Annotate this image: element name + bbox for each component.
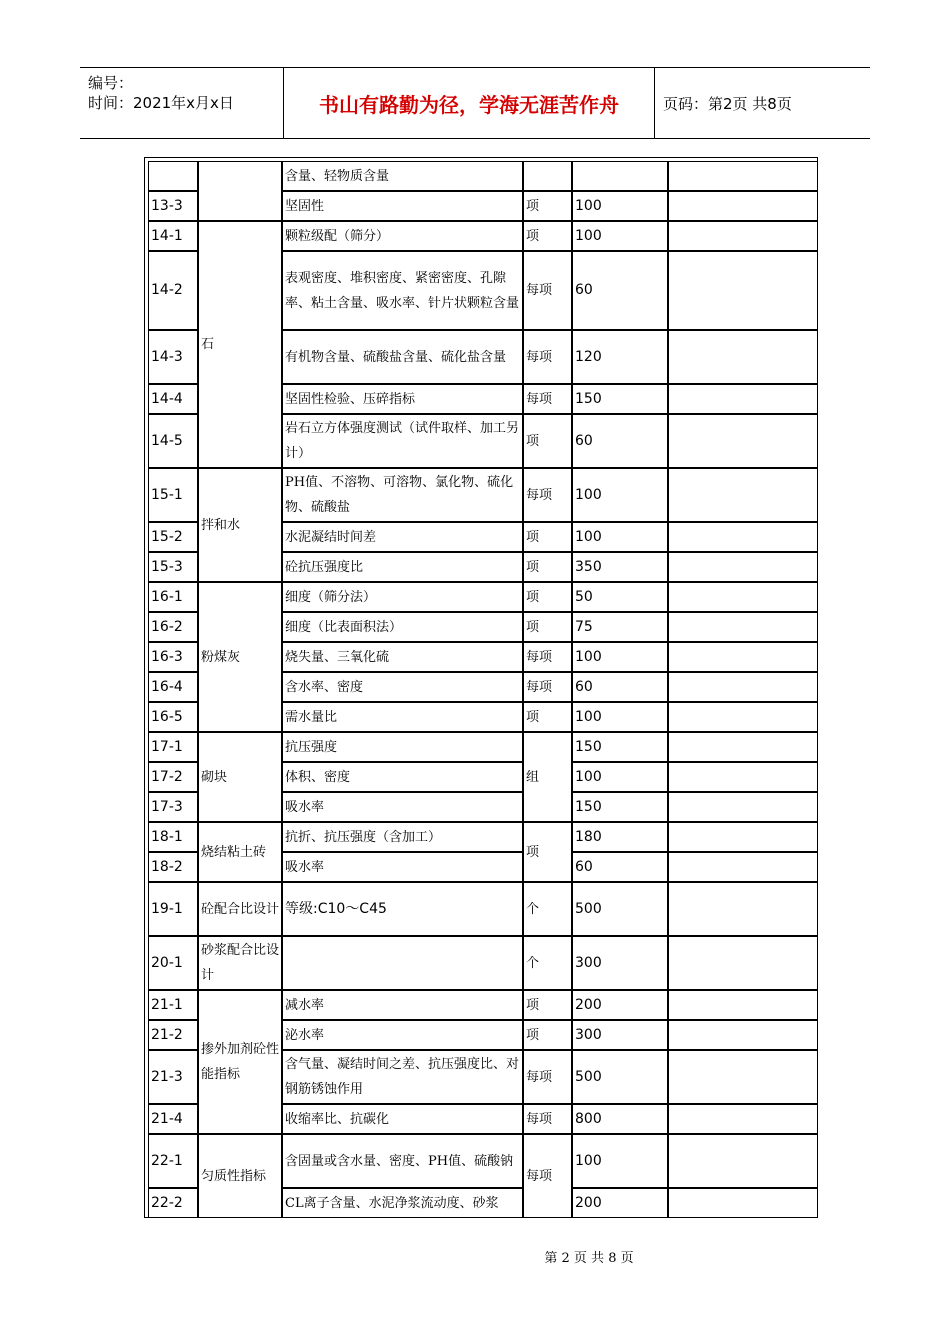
cell-r21-cat: 砼配合比设计	[198, 882, 282, 936]
cell-r23-item: 减水率	[282, 990, 523, 1020]
cell-r9-unit: 项	[523, 522, 572, 552]
cell-r26-item: 收缩率比、抗碳化	[282, 1104, 523, 1134]
cell-r21-code: 19-1	[148, 882, 198, 936]
cell-r23-code: 21-1	[148, 990, 198, 1020]
cell-r22-cat: 砂浆配合比设计	[198, 936, 282, 990]
cell-remarks	[668, 552, 818, 582]
cell-remarks	[668, 672, 818, 702]
cell-r13-unit: 每项	[523, 642, 572, 672]
cell-r17-price: 100	[572, 762, 668, 792]
footer-page-number: 第 2 页 共 8 页	[544, 1251, 634, 1266]
cell-r10-item: 砼抗压强度比	[282, 552, 523, 582]
cell-r7-unit: 项	[523, 414, 572, 468]
cell-r5-code: 14-3	[148, 330, 198, 384]
cell-g-brick: 烧结粘土砖	[198, 822, 282, 882]
cell-g-admix: 掺外加剂砼性能指标	[198, 990, 282, 1134]
cell-r5-item: 有机物含量、硫酸盐含量、硫化盐含量	[282, 330, 523, 384]
cell-remarks	[668, 330, 818, 384]
cell-remarks	[668, 468, 818, 522]
cell-r3-code: 14-1	[148, 221, 198, 251]
cell-r20-price: 60	[572, 852, 668, 882]
cell-r14-unit: 每项	[523, 672, 572, 702]
cell-r20-item: 吸水率	[282, 852, 523, 882]
cell-r5-price: 120	[572, 330, 668, 384]
cell-r6-code: 14-4	[148, 384, 198, 414]
cell-remarks	[668, 1134, 818, 1188]
cell-remarks	[668, 792, 818, 822]
cell-r12-unit: 项	[523, 612, 572, 642]
cell-r10-code: 15-3	[148, 552, 198, 582]
cell-r5-unit: 每项	[523, 330, 572, 384]
cell-r22-item	[282, 936, 523, 990]
cell-r20-code: 18-2	[148, 852, 198, 882]
cell-remarks	[668, 191, 818, 221]
cell-r28-price: 200	[572, 1188, 668, 1218]
cell-remarks	[668, 522, 818, 552]
code-label: 编号：	[88, 74, 134, 92]
cell-r23-price: 200	[572, 990, 668, 1020]
cell-r19-item: 抗折、抗压强度（含加工）	[282, 822, 523, 852]
cell-r4-code: 14-2	[148, 251, 198, 330]
cell-r10-unit: 项	[523, 552, 572, 582]
cell-r9-code: 15-2	[148, 522, 198, 552]
cell-r24-item: 泌水率	[282, 1020, 523, 1050]
cell-remarks	[668, 936, 818, 990]
cell-r18-code: 17-3	[148, 792, 198, 822]
cell-r2-price: 100	[572, 191, 668, 221]
cell-remarks	[668, 1020, 818, 1050]
cell-r25-price: 500	[572, 1050, 668, 1104]
cell-r2-code: 13-3	[148, 191, 198, 221]
cell-empty-code	[148, 161, 198, 191]
time-label: 时间：2021年x月x日	[88, 94, 234, 112]
cell-r14-item: 含水率、密度	[282, 672, 523, 702]
cell-r27-price: 100	[572, 1134, 668, 1188]
cell-r26-unit: 每项	[523, 1104, 572, 1134]
page-footer	[0, 1247, 950, 1266]
cell-r22-price: 300	[572, 936, 668, 990]
cell-r7-item: 岩石立方体强度测试（试件取样、加工另计）	[282, 414, 523, 468]
cell-r15-code: 16-5	[148, 702, 198, 732]
cell-r3-item: 颗粒级配（筛分）	[282, 221, 523, 251]
cell-r9-item: 水泥凝结时间差	[282, 522, 523, 552]
cell-r19-code: 18-1	[148, 822, 198, 852]
cell-remarks	[668, 1188, 818, 1218]
cell-r6-item: 坚固性检验、压碎指标	[282, 384, 523, 414]
cell-r24-price: 300	[572, 1020, 668, 1050]
cell-empty-unit	[523, 161, 572, 191]
cell-r15-item: 需水量比	[282, 702, 523, 732]
cell-r16-code: 17-1	[148, 732, 198, 762]
cell-r26-code: 21-4	[148, 1104, 198, 1134]
cell-r18-item: 吸水率	[282, 792, 523, 822]
cell-r21-item: 等级:C10～C45	[282, 882, 523, 936]
cell-r8-item: PH值、不溶物、可溶物、氯化物、硫化物、硫酸盐	[282, 468, 523, 522]
cell-r13-item: 烧失量、三氧化硫	[282, 642, 523, 672]
header-meta	[80, 68, 284, 138]
cell-remarks	[668, 414, 818, 468]
cell-r13-price: 100	[572, 642, 668, 672]
cell-r17-item: 体积、密度	[282, 762, 523, 792]
cell-empty-price	[572, 161, 668, 191]
cell-r12-code: 16-2	[148, 612, 198, 642]
cell-r12-item: 细度（比表面积法）	[282, 612, 523, 642]
cell-r16-price: 150	[572, 732, 668, 762]
cell-r12-price: 75	[572, 612, 668, 642]
cell-remarks	[668, 732, 818, 762]
cell-r11-code: 16-1	[148, 582, 198, 612]
cell-remarks	[668, 221, 818, 251]
cell-remarks	[668, 582, 818, 612]
cell-r6-price: 150	[572, 384, 668, 414]
cell-r2-item: 坚固性	[282, 191, 523, 221]
cell-g-flyash: 粉煤灰	[198, 582, 282, 732]
cell-remarks	[668, 852, 818, 882]
cell-r2-unit: 项	[523, 191, 572, 221]
cell-r4-unit: 每项	[523, 251, 572, 330]
cell-r23-unit: 项	[523, 990, 572, 1020]
cell-r22-unit: 个	[523, 936, 572, 990]
cell-remarks	[668, 612, 818, 642]
cell-remarks	[668, 251, 818, 330]
cell-remarks	[668, 762, 818, 792]
cell-r24-code: 21-2	[148, 1020, 198, 1050]
cell-r7-price: 60	[572, 414, 668, 468]
cell-r27-code: 22-1	[148, 1134, 198, 1188]
cell-r19-price: 180	[572, 822, 668, 852]
cell-r26-price: 800	[572, 1104, 668, 1134]
cell-r13-code: 16-3	[148, 642, 198, 672]
cell-u-brick: 项	[523, 822, 572, 882]
cell-r8-unit: 每项	[523, 468, 572, 522]
header-page-number: 页码：第2页 共8页	[663, 94, 792, 113]
cell-r16-item: 抗压强度	[282, 732, 523, 762]
cell-r28-item: CL离子含量、水泥净浆流动度、砂浆	[282, 1188, 523, 1218]
cell-r28-code: 22-2	[148, 1188, 198, 1218]
cell-remarks	[668, 1050, 818, 1104]
cell-r7-code: 14-5	[148, 414, 198, 468]
cell-remarks	[668, 642, 818, 672]
cell-r3-price: 100	[572, 221, 668, 251]
cell-r25-unit: 每项	[523, 1050, 572, 1104]
price-table	[144, 157, 818, 1218]
cell-remarks	[668, 822, 818, 852]
header-motto: 书山有路勤为径，学海无涯苦作舟	[284, 68, 655, 138]
cell-remarks	[668, 161, 818, 191]
cell-g-stone: 石	[198, 221, 282, 468]
cell-r21-unit: 个	[523, 882, 572, 936]
cell-remarks	[668, 990, 818, 1020]
cell-g-block: 砌块	[198, 732, 282, 822]
cell-g-uniform: 匀质性指标	[198, 1134, 282, 1218]
cell-r11-unit: 项	[523, 582, 572, 612]
cell-r25-code: 21-3	[148, 1050, 198, 1104]
cell-r6-unit: 每项	[523, 384, 572, 414]
cell-r3-unit: 项	[523, 221, 572, 251]
cell-r18-price: 150	[572, 792, 668, 822]
cell-u-uniform: 每项	[523, 1134, 572, 1218]
cell-remarks	[668, 882, 818, 936]
cell-r15-price: 100	[572, 702, 668, 732]
cell-r14-price: 60	[572, 672, 668, 702]
cell-r27-item: 含固量或含水量、密度、PH值、硫酸钠	[282, 1134, 523, 1188]
cell-sand-cat	[198, 161, 282, 221]
cell-r24-unit: 项	[523, 1020, 572, 1050]
cell-r21-price: 500	[572, 882, 668, 936]
cell-r25-item: 含气量、凝结时间之差、抗压强度比、对钢筋锈蚀作用	[282, 1050, 523, 1104]
cell-remarks	[668, 384, 818, 414]
cell-r11-price: 50	[572, 582, 668, 612]
cell-r22-code: 20-1	[148, 936, 198, 990]
cell-r9-price: 100	[572, 522, 668, 552]
cell-r1-item: 含量、轻物质含量	[282, 161, 523, 191]
cell-r14-code: 16-4	[148, 672, 198, 702]
cell-remarks	[668, 702, 818, 732]
cell-g-water: 拌和水	[198, 468, 282, 582]
cell-r8-price: 100	[572, 468, 668, 522]
cell-r10-price: 350	[572, 552, 668, 582]
cell-r4-item: 表观密度、堆积密度、紧密密度、孔隙率、粘土含量、吸水率、针片状颗粒含量	[282, 251, 523, 330]
cell-remarks	[668, 1104, 818, 1134]
cell-r17-code: 17-2	[148, 762, 198, 792]
page-header	[80, 67, 870, 139]
cell-u-block: 组	[523, 732, 572, 822]
cell-r11-item: 细度（筛分法）	[282, 582, 523, 612]
cell-r15-unit: 项	[523, 702, 572, 732]
cell-r4-price: 60	[572, 251, 668, 330]
cell-r8-code: 15-1	[148, 468, 198, 522]
